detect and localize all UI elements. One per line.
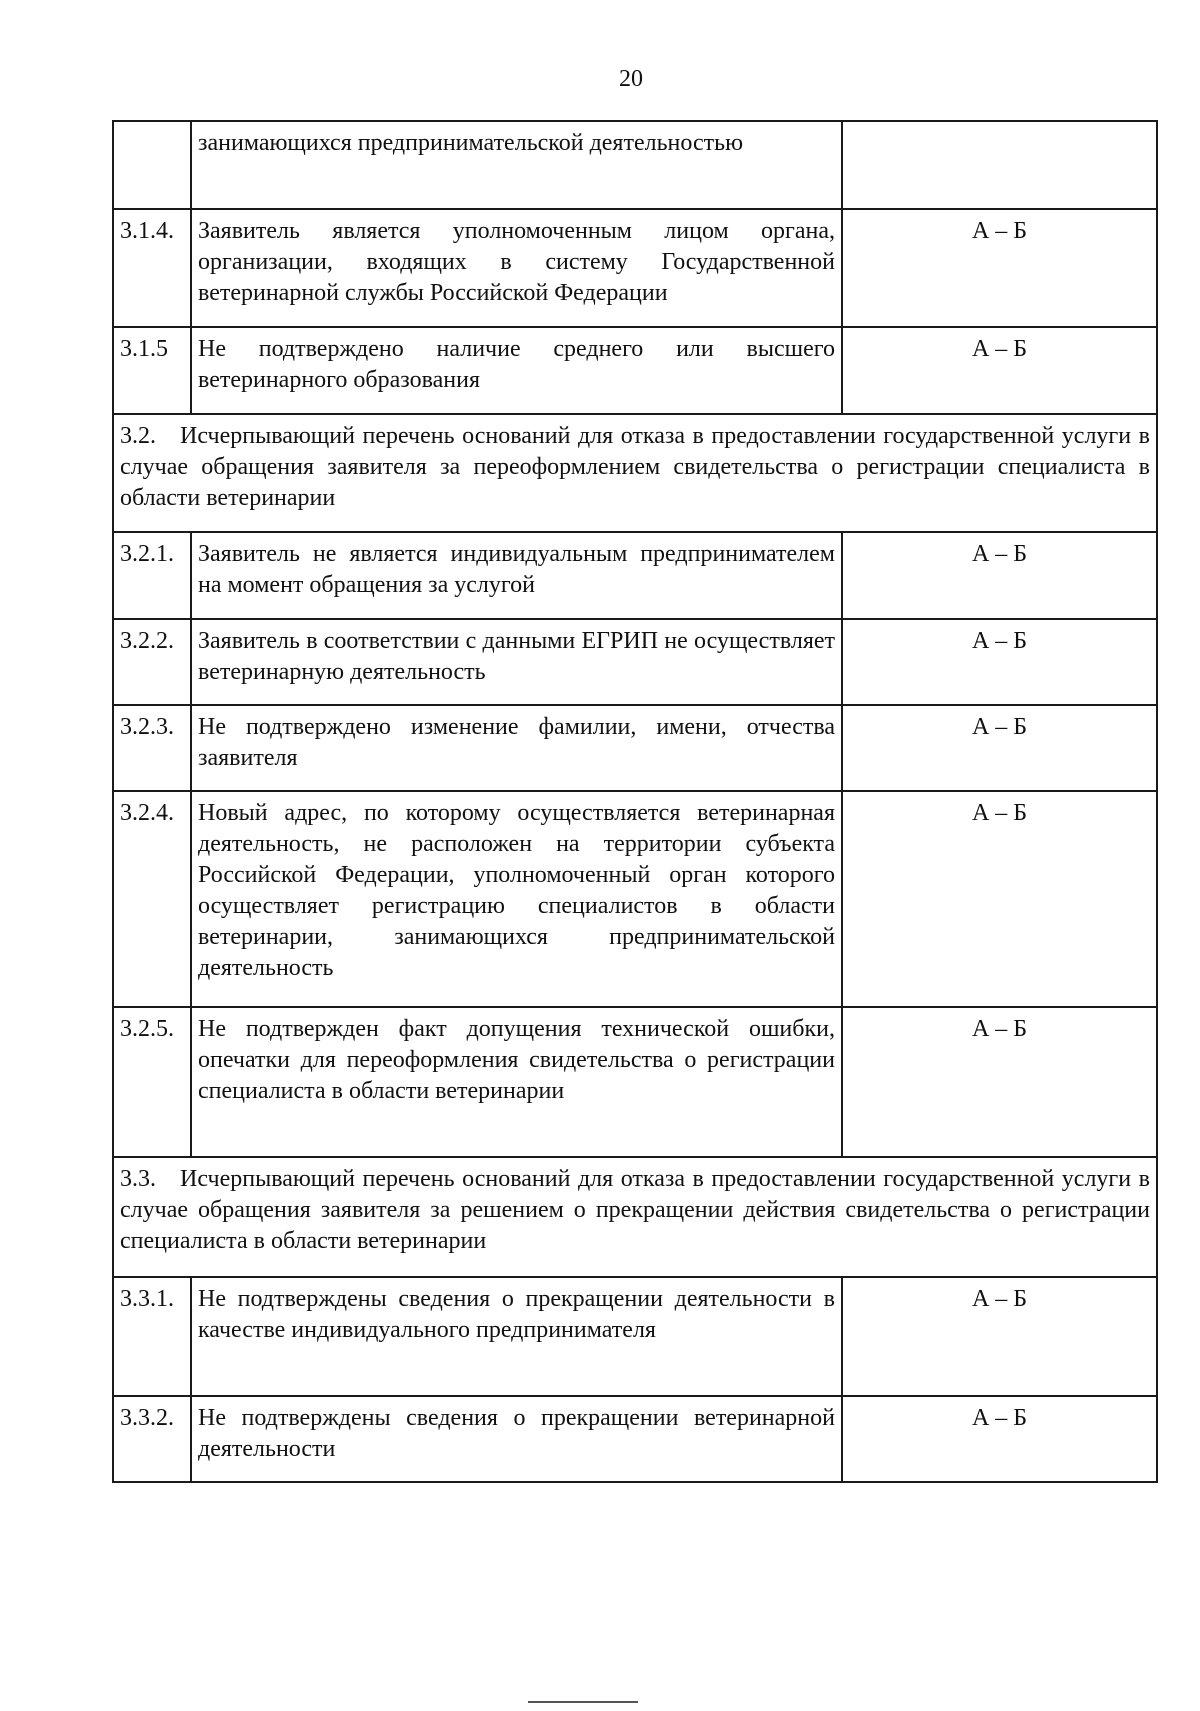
row-text: Заявитель не является индивидуальным предпринимателем на момент обращения за услугой xyxy=(191,532,842,619)
row-number: 3.1.4. xyxy=(113,209,191,327)
row-code: А – Б xyxy=(842,1007,1157,1157)
row-number: 3.2.2. xyxy=(113,619,191,705)
row-code: А – Б xyxy=(842,791,1157,1007)
row-number: 3.2.1. xyxy=(113,532,191,619)
section-heading-3-2 xyxy=(113,414,1157,532)
section-row xyxy=(113,414,1157,532)
row-number: 3.3.2. xyxy=(113,1396,191,1482)
row-code: А – Б xyxy=(842,209,1157,327)
row-text: Не подтверждено наличие среднего или высшего ветеринарного образования xyxy=(191,327,842,414)
row-number: 3.2.4. xyxy=(113,791,191,1007)
table-row xyxy=(113,327,1157,414)
row-number: 3.3.1. xyxy=(113,1277,191,1396)
row-number: 3.1.5 xyxy=(113,327,191,414)
row-text: Заявитель является уполномоченным лицом органа, организации, входящих в систему Государственной ветеринарной службы Российской Федерации xyxy=(191,209,842,327)
row-text: Новый адрес, по которому осуществляется ветеринарная деятельность, не расположен на территории субъекта Российской Федерации, уполномоченный орган которого осуществляет регистрацию специалистов в области ветеринарии, занимающихся предпринимательской деятельность xyxy=(191,791,842,1007)
section-number: 3.2. xyxy=(120,423,156,449)
table-row xyxy=(113,705,1157,791)
row-code: А – Б xyxy=(842,327,1157,414)
section-number: 3.3. xyxy=(120,1166,156,1192)
row-code: А – Б xyxy=(842,1277,1157,1396)
row-text: Не подтверждены сведения о прекращении деятельности в качестве индивидуального предпринимателя xyxy=(191,1277,842,1396)
row-number: 3.2.3. xyxy=(113,705,191,791)
section-row xyxy=(113,1157,1157,1277)
row-text: Не подтвержден факт допущения технической ошибки, опечатки для переоформления свидетельства о регистрации специалиста в области ветеринарии xyxy=(191,1007,842,1157)
table-row xyxy=(113,619,1157,705)
table-row xyxy=(113,791,1157,1007)
row-code: А – Б xyxy=(842,532,1157,619)
section-heading-3-3 xyxy=(113,1157,1157,1277)
row-text: Заявитель в соответствии с данными ЕГРИП не осуществляет ветеринарную деятельность xyxy=(191,619,842,705)
row-code: А – Б xyxy=(842,619,1157,705)
table-row xyxy=(113,1007,1157,1157)
row-code: А – Б xyxy=(842,705,1157,791)
page-number: 20 xyxy=(619,66,643,92)
row-text: Не подтверждено изменение фамилии, имени, отчества заявителя xyxy=(191,705,842,791)
section-text: Исчерпывающий перечень оснований для отказа в предоставлении государственной услуги в случае обращения заявителя за решением о прекращении действия свидетельства о регистрации специалиста в области ветеринарии xyxy=(120,1166,1150,1254)
row-number xyxy=(113,121,191,209)
grounds-for-refusal-table xyxy=(112,120,1158,1483)
row-text: Не подтверждены сведения о прекращении ветеринарной деятельности xyxy=(191,1396,842,1482)
table-row xyxy=(113,532,1157,619)
row-number: 3.2.5. xyxy=(113,1007,191,1157)
row-code xyxy=(842,121,1157,209)
table-row xyxy=(113,209,1157,327)
section-text: Исчерпывающий перечень оснований для отказа в предоставлении государственной услуги в случае обращения заявителя за переоформлением свидетельства о регистрации специалиста в области ветеринарии xyxy=(120,423,1150,511)
row-text: занимающихся предпринимательской деятельностью xyxy=(191,121,842,209)
bottom-edge-mark xyxy=(528,1701,638,1703)
row-code: А – Б xyxy=(842,1396,1157,1482)
table-row xyxy=(113,1277,1157,1396)
table-row xyxy=(113,1396,1157,1482)
table-row xyxy=(113,121,1157,209)
